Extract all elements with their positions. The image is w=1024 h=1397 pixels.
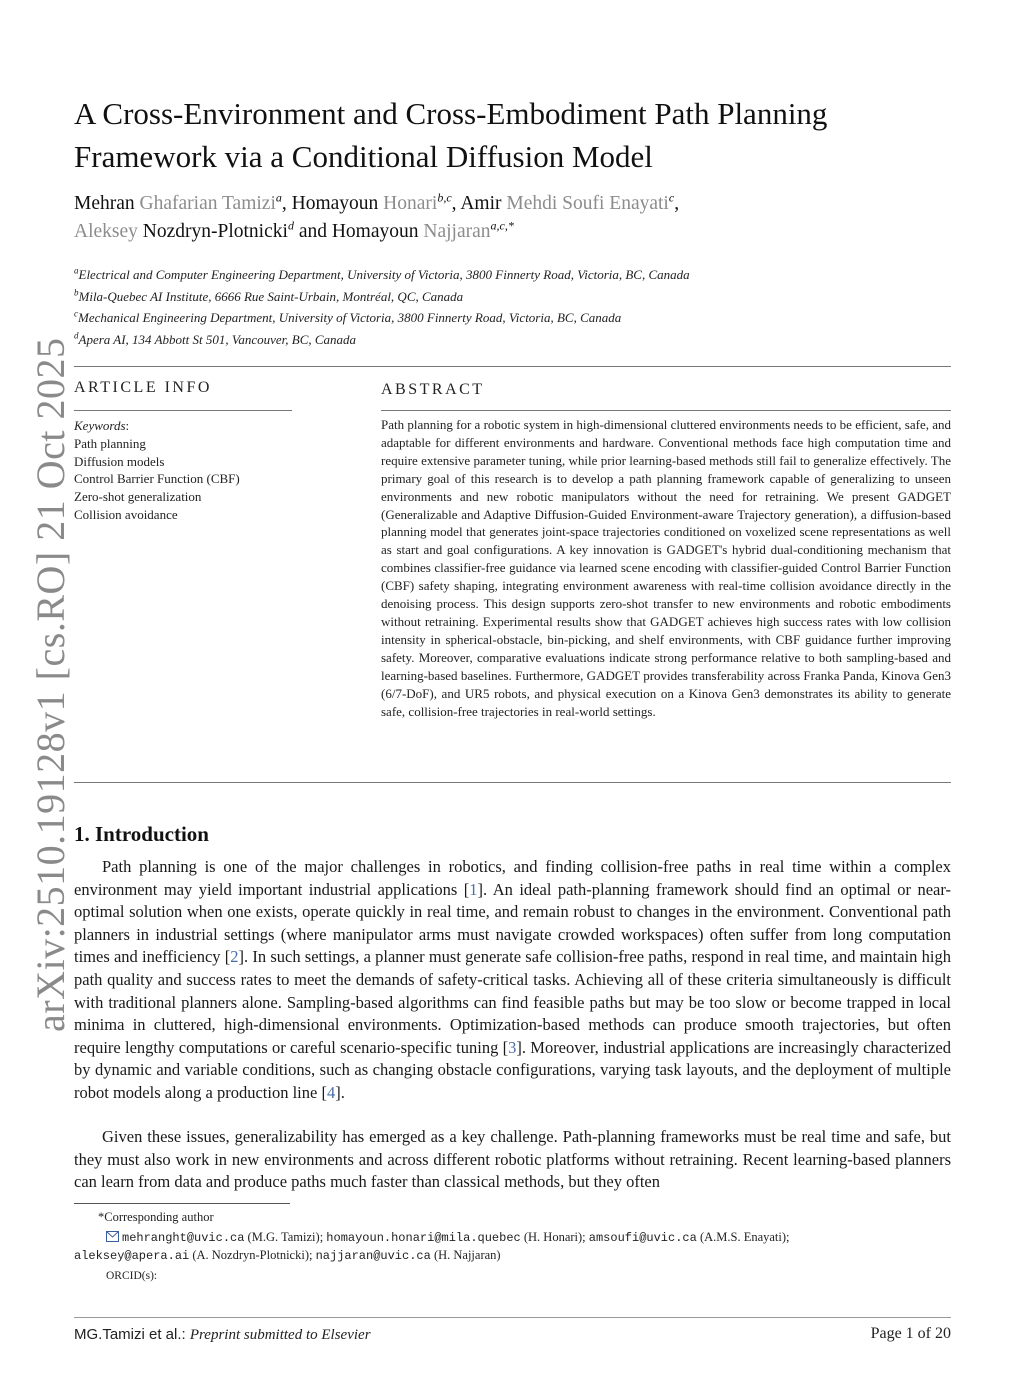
email-owner: (H. Honari); [520, 1229, 589, 1244]
affiliation-item [74, 286, 954, 308]
keyword-item: Collision avoidance [74, 506, 178, 522]
author-surname: Mehdi Soufi Enayati [506, 193, 669, 214]
paragraph-text: ]. In such settings, a planner must generate safe collision-free paths, respond in real time, and maintain high path quality and success rates to meet the demands of safety-critical tasks. Achieving all of these criteria simultaneously is difficult with traditional planners alone. Sampling-based algorithms can find feasible paths but may be too slow or become trapped in local minima in cluttered, high-dimensional environments. Optimization-based methods can produce smooth trajectories, but often require lengthy computations or careful scenario-specific tuning [ [74, 947, 951, 1057]
affiliation-list [74, 264, 954, 351]
header-divider [74, 366, 951, 367]
author-first-name: Homayoun [331, 221, 419, 242]
author-first-name: Amir [460, 193, 502, 214]
email-owner: (A. Nozdryn-Plotnicki); [189, 1248, 316, 1262]
author-separator: and [293, 221, 332, 242]
paragraph-text: Path planning is one of the major challenges in robotics, and finding collision-free paths in real time within a complex environment may yield important industrial applications [ [74, 857, 951, 899]
title-line-1: A Cross-Environment and Cross-Embodiment Path Planning [74, 96, 828, 131]
affiliation-text: Mila-Quebec AI Institute, 6666 Rue Saint-Urbain, Montréal, QC, Canada [78, 288, 464, 304]
author-affil-mark: b,c [437, 190, 452, 205]
affiliation-item [74, 264, 954, 286]
author-surname: Najjaran [423, 221, 491, 242]
paper-title [74, 92, 954, 178]
email-line-2 [74, 1246, 951, 1267]
title-line-2: Framework via a Conditional Diffusion Model [74, 139, 653, 174]
author-affil-mark: d [287, 218, 294, 233]
author-line-2 [74, 218, 954, 246]
affiliation-mark: c [74, 309, 78, 320]
author-separator: , [281, 193, 292, 214]
footnotes [74, 1208, 951, 1286]
abstract-end-divider [74, 782, 951, 783]
affiliation-text: Mechanical Engineering Department, University of Victoria, 3800 Finnerty Road, Victoria, BC, Canada [78, 310, 622, 326]
author-list [74, 190, 954, 246]
email-owner: (H. Najjaran) [430, 1248, 501, 1262]
paragraph-text: ]. Moreover, industrial applications are increasingly characterized by dynamic and variable conditions, such as changing obstacle configurations, varying task layouts, and the deployment of multiple robot models along a production line [ [74, 1037, 951, 1102]
citation-link[interactable]: 4 [326, 1082, 336, 1102]
author-first-name: Mehran [74, 193, 135, 214]
email-owner: (M.G. Tamizi); [244, 1229, 327, 1244]
article-info-rule [74, 410, 292, 411]
keyword-item: Control Barrier Function (CBF) [74, 471, 240, 487]
footnote-rule [74, 1203, 290, 1204]
page-number: Page 1 of 20 [870, 1325, 951, 1342]
keyword-item: Path planning [74, 435, 146, 451]
keywords-label-text: Keywords [74, 418, 126, 433]
author-surname: Honari [383, 193, 438, 214]
author-affil-mark: a,c,* [490, 218, 514, 233]
author-line-1 [74, 190, 954, 218]
footer-divider [74, 1317, 951, 1318]
footer-citation [74, 1326, 371, 1344]
article-info-heading: ARTICLE INFO [74, 379, 212, 396]
citation-link[interactable]: 2 [230, 947, 239, 967]
arxiv-stamp-area [28, 337, 78, 1032]
arxiv-identifier-stamp: arXiv:2510.19128v1 [cs.RO] 21 Oct 2025 [28, 337, 73, 1032]
corresponding-author-note: *Corresponding author [98, 1210, 214, 1224]
affiliation-item [74, 329, 954, 351]
email-line-1 [74, 1228, 951, 1249]
keyword-item: Diffusion models [74, 453, 165, 469]
email-link[interactable]: amsoufi@uvic.ca [588, 1230, 697, 1245]
keywords-label: Keywords: [74, 418, 130, 433]
author-surname: Ghafarian Tamizi [139, 193, 276, 214]
abstract-rule [381, 410, 951, 411]
email-link[interactable]: aleksey@apera.ai [74, 1249, 190, 1263]
author-affil-mark: a [275, 190, 282, 205]
author-first-name: Aleksey [74, 221, 138, 242]
affiliation-text: Electrical and Computer Engineering Department, University of Victoria, 3800 Finnerty Road, Victoria, BC, Canada [78, 267, 690, 282]
author-first-name: Homayoun [291, 193, 379, 214]
affiliation-item [74, 307, 954, 329]
keywords-block [74, 417, 304, 524]
abstract-heading: ABSTRACT [381, 381, 485, 398]
footer-venue: Preprint submitted to Elsevier [189, 1327, 371, 1343]
intro-paragraph-2: Given these issues, generalizability has emerged as a key challenge. Path-planning frameworks must be real time and safe, but they must also work in new environments and across different robotic platforms without retraining. Recent learning-based planners can learn from data and produce paths much faster than classical methods, but they often [74, 1127, 951, 1192]
author-affil-mark: c [668, 190, 675, 205]
author-separator: , [451, 193, 461, 214]
paragraph-text: ]. An ideal path-planning framework should find an optimal or near-optimal solution when one exists, operate quickly in real time, and remain robust to changes in the environment. Conventional path planners in industrial settings (where manipulator arms must navigate crowded workspaces) often suffer from long computation times and inefficiency [ [74, 879, 951, 967]
keyword-item: Zero-shot generalization [74, 489, 202, 505]
email-link[interactable]: homayoun.honari@mila.quebec [326, 1230, 521, 1245]
author-surname: Nozdryn-Plotnicki [142, 221, 288, 242]
affiliation-mark: d [74, 330, 79, 341]
introduction-heading: 1. Introduction [74, 822, 209, 846]
email-owner: (A.M.S. Enayati); [696, 1229, 790, 1244]
citation-link[interactable]: 1 [469, 879, 478, 899]
affiliation-mark: b [74, 287, 79, 298]
email-link[interactable]: najjaran@uvic.ca [315, 1249, 431, 1263]
affiliation-text: Apera AI, 134 Abbott St 501, Vancouver, BC, Canada [78, 332, 357, 348]
orcid-note: ORCID(s): [106, 1269, 158, 1282]
paragraph-text: ]. [335, 1082, 345, 1102]
abstract-body: Path planning for a robotic system in high-dimensional cluttered environments needs to be efficient, safe, and adaptable for different environments and hardware. Conventional methods face high computation time and require extensive parameter tuning, while prior learning-based methods still fail to generalize effectively. The primary goal of this research is to develop a path planning framework capable of generalizing to unseen environments and new robotic manipulators without the need for retraining. We present GADGET (Generalizable and Adaptive Diffusion-Guided Environment-aware Trajectory generation), a diffusion-based planning model that generates joint-space trajectories conditioned on voxelized scene representations as well as start and goal configurations. A key innovation is GADGET's hybrid dual-conditioning mechanism that combines classifier-free guidance via learned scene encoding with classifier-guided Control Barrier Function (CBF) safety shaping, integrating environment awareness with real-time collision avoidance directly in the denoising process. This design supports zero-shot transfer to new environments and robotic embodiments without retraining. Experimental results show that GADGET achieves high success rates with low collision intensity in spherical-obstacle, bin-picking, and shelf environments, with CBF guidance further improving safety. Moreover, comparative evaluations indicate strong performance relative to both sampling-based and learning-based baselines. Furthermore, GADGET provides transferability across Franka Panda, Kinova Gen3 (6/7-DoF), and UR5 robots, and physical execution on a Kinova Gen3 demonstrates its ability to generate safe, collision-free trajectories in real-world settings. [381, 417, 951, 719]
affiliation-mark: a [74, 265, 79, 276]
email-link[interactable]: mehranght@uvic.ca [122, 1230, 245, 1245]
citation-link[interactable]: 3 [508, 1037, 517, 1057]
author-separator: , [674, 193, 680, 214]
intro-paragraph-1 [74, 856, 951, 1105]
footer-authors: MG.Tamizi et al.: [74, 1326, 186, 1343]
